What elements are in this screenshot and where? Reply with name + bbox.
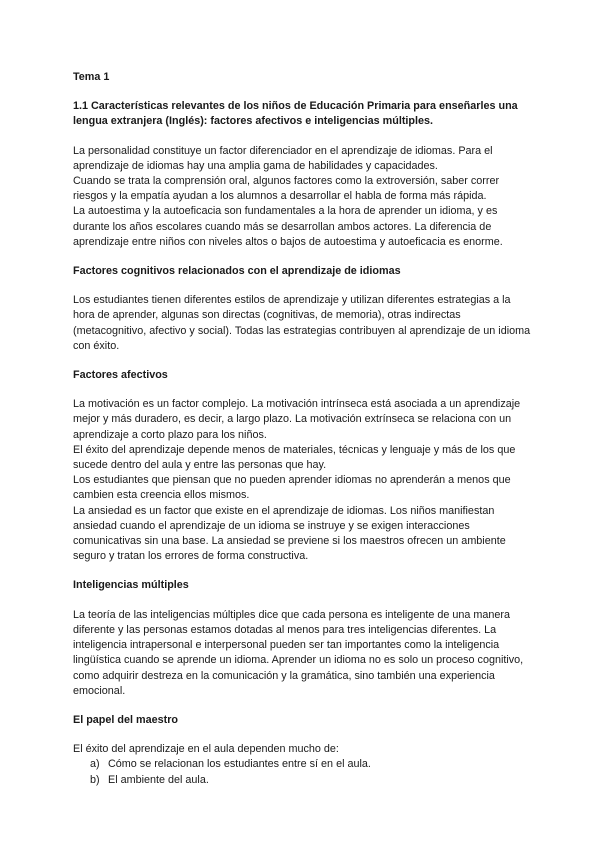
list-marker: b) <box>90 773 100 786</box>
list-item-text: El ambiente del aula. <box>108 773 209 786</box>
list-item <box>90 773 531 788</box>
section-paragraph: Los estudiantes tienen diferentes estilos de aprendizaje y utilizan diferentes estrategias a la hora de aprender, algunas son directas (cognitivas, de memoria), otras indirectas (metacognitivo, afectivo y social). Todas las estrategias contribuyen al aprendizaje de un idioma con éxito. <box>73 294 531 352</box>
section-paragraph <box>73 397 531 564</box>
paragraph-line: La ansiedad es un factor que existe en el aprendizaje de idiomas. Los niños manifiestan ansiedad cuando el aprendizaje de un idioma se instruye y se exigen interacciones comunicativas sin una base. La ansiedad se previene si los maestros ofrecen un ambiente seguro y tratan los errores de forma constructiva. <box>73 504 506 563</box>
section-heading-multiple-intelligences: Inteligencias múltiples <box>73 579 189 592</box>
list-marker: a) <box>90 758 100 771</box>
intro-line: La autoestima y la autoeficacia son fundamentales a la hora de aprender un idioma, y es durante los años escolares cuando más se desarrollan ambos actores. La diferencia de aprendizaje entre niños con niveles altos o bajos de autoestima y autoeficacia es enorme. <box>73 205 503 248</box>
document-body <box>73 70 531 788</box>
section-heading-affective: Factores afectivos <box>73 369 168 382</box>
section-paragraph: El éxito del aprendizaje en el aula dependen mucho de: <box>73 743 339 756</box>
intro-paragraph <box>73 144 531 250</box>
intro-line: La personalidad constituye un factor diferenciador en el aprendizaje de idiomas. Para el aprendizaje de idiomas hay una amplia gama de habilidades y capacidades. <box>73 144 493 172</box>
topic-label: Tema 1 <box>73 71 110 83</box>
section-heading-cognitive: Factores cognitivos relacionados con el aprendizaje de idiomas <box>73 265 401 278</box>
paragraph-line: Los estudiantes que piensan que no pueden aprender idiomas no aprenderán a menos que cambien esta creencia ellos mismos. <box>73 474 511 502</box>
paragraph-line: La motivación es un factor complejo. La motivación intrínseca está asociada a un aprendizaje mejor y más duradero, es decir, a largo plazo. La motivación extrínseca se relaciona con un aprendizaje a corto plazo para los niños. <box>73 398 521 441</box>
section-paragraph: La teoría de las inteligencias múltiples dice que cada persona es inteligente de una manera diferente y las personas estamos dotadas al menos para tres inteligencias diferentes. La inteligencia intrapersonal e interpersonal pueden ser tan importantes como la inteligencia lingüística cuando se aprende un idioma. Aprender un idioma no es solo un proceso cognitivo, como adquirir destreza en la comunicación y la gramática, sino también una experiencia emocional. <box>73 608 524 697</box>
factor-list <box>73 757 531 787</box>
section-heading-teacher-role: El papel del maestro <box>73 713 179 726</box>
list-item-text: Cómo se relacionan los estudiantes entre sí en el aula. <box>108 758 371 771</box>
document-title: 1.1 Características relevantes de los niños de Educación Primaria para enseñarles una lengua extranjera (Inglés): factores afectivos e inteligencias múltiples. <box>73 100 518 128</box>
intro-line: Cuando se trata la comprensión oral, algunos factores como la extroversión, saber correr riesgos y la empatía ayudan a los alumnos a desarrollar el habla de forma más rápida. <box>73 175 500 203</box>
list-item <box>90 757 531 772</box>
paragraph-line: El éxito del aprendizaje depende menos de materiales, técnicas y lenguaje y más de los que sucede dentro del aula y entre las personas que hay. <box>73 443 516 472</box>
